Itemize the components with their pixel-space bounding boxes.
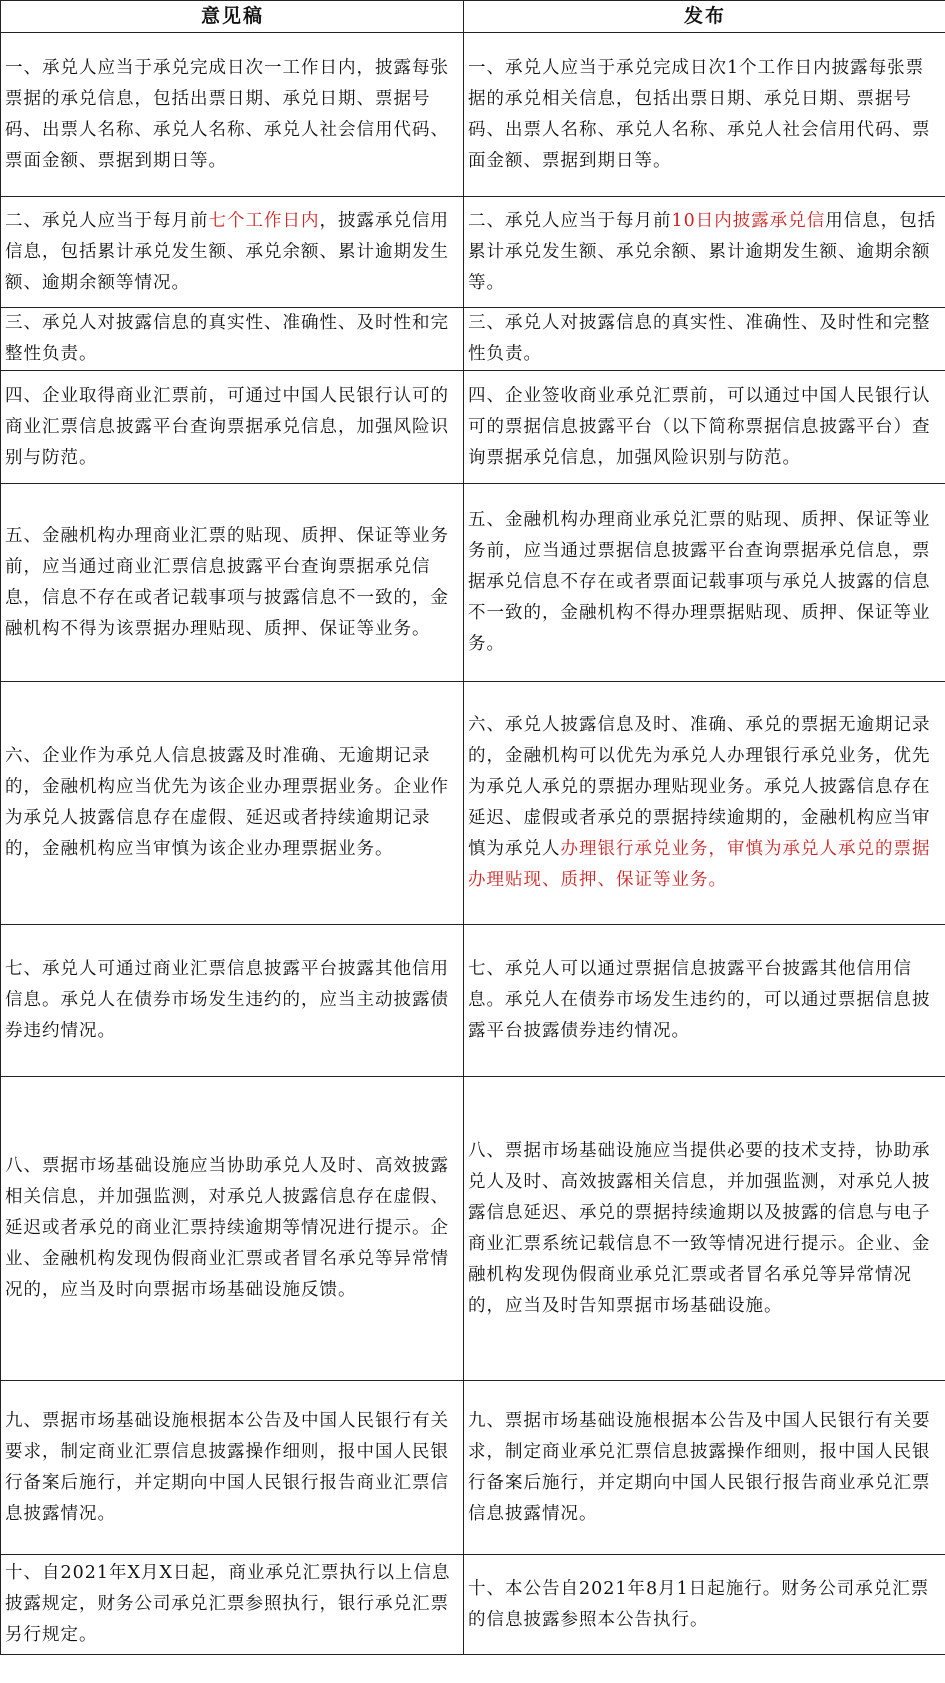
draft-text: 二、承兑人应当于每月前 bbox=[5, 210, 209, 231]
table-row bbox=[1, 925, 945, 1077]
table-row bbox=[1, 33, 945, 197]
release-cell bbox=[464, 682, 945, 925]
table-row bbox=[1, 1077, 945, 1381]
table-row bbox=[1, 1381, 945, 1555]
release-cell: 九、票据市场基础设施根据本公告及中国人民银行有关要求，制定商业承兑汇票信息披露操作细则，报中国人民银行备案后施行，并定期向中国人民银行报告商业承兑汇票信息披露情况。 bbox=[464, 1381, 945, 1555]
release-cell: 八、票据市场基础设施应当提供必要的技术支持，协助承兑人及时、高效披露相关信息，并加强监测，对承兑人披露信息延迟、承兑的票据持续逾期以及披露的信息与电子商业汇票系统记载信息不一致等情况进行提示。企业、金融机构发现伪假商业承兑汇票或者冒名承兑等异常情况的，应当及时告知票据市场基础设施。 bbox=[464, 1077, 945, 1381]
release-cell: 一、承兑人应当于承兑完成日次1个工作日内披露每张票据的承兑相关信息，包括出票日期、承兑日期、票据号码、出票人名称、承兑人名称、承兑人社会信用代码、票面金额、票据到期日等。 bbox=[464, 33, 945, 197]
table-row bbox=[1, 484, 945, 682]
table-row bbox=[1, 197, 945, 308]
release-text: 六、承兑人披露信息及时、准确、承兑的票据无逾期记录的，金融机构可以优先为承兑人办理银行承兑业务，优先为承兑人承兑的票据办理贴现业务。承兑人披露信息存在延迟、虚假或者承兑的票据持续逾期的，金融机构应当审慎为承兑人 bbox=[468, 715, 931, 859]
release-text: 二、承兑人应当于每月前 bbox=[468, 210, 672, 231]
release-cell: 四、企业签收商业承兑汇票前，可以通过中国人民银行认可的票据信息披露平台（以下简称票据信息披露平台）查询票据承兑信息，加强风险识别与防范。 bbox=[464, 371, 945, 484]
release-cell: 十、本公告自2021年8月1日起施行。财务公司承兑汇票的信息披露参照本公告执行。 bbox=[464, 1555, 945, 1655]
release-cell: 七、承兑人可以通过票据信息披露平台披露其他信用信息。承兑人在债券市场发生违约的，可以通过票据信息披露平台披露债券违约情况。 bbox=[464, 925, 945, 1077]
draft-cell: 一、承兑人应当于承兑完成日次一工作日内，披露每张票据的承兑信息，包括出票日期、承兑日期、票据号码、出票人名称、承兑人名称、承兑人社会信用代码、票面金额、票据到期日等。 bbox=[1, 33, 464, 197]
draft-text: ，披露承兑信用信息，包括累计承兑发生额、承兑余额、累计逾期发生额、逾期余额等情况。 bbox=[5, 210, 449, 293]
header-row bbox=[1, 1, 945, 33]
release-cell bbox=[464, 197, 945, 308]
release-column-header: 发布 bbox=[464, 1, 945, 33]
table-row bbox=[1, 371, 945, 484]
draft-cell: 八、票据市场基础设施应当协助承兑人及时、高效披露相关信息，并加强监测，对承兑人披露信息存在虚假、延迟或者承兑的商业汇票持续逾期等情况进行提示。企业、金融机构发现伪假商业汇票或者冒名承兑等异常情况的，应当及时向票据市场基础设施反馈。 bbox=[1, 1077, 464, 1381]
draft-highlight: 七个工作日内 bbox=[208, 210, 320, 231]
draft-cell: 六、企业作为承兑人信息披露及时准确、无逾期记录的，金融机构应当优先为该企业办理票据业务。企业作为承兑人披露信息存在虚假、延迟或者持续逾期记录的，金融机构应当审慎为该企业办理票据业务。 bbox=[1, 682, 464, 925]
release-highlight: 办理银行承兑业务，审慎为承兑人承兑的票据办理贴现、质押、保证等业务。 bbox=[468, 839, 931, 890]
draft-column-header: 意见稿 bbox=[1, 1, 464, 33]
table-row bbox=[1, 1555, 945, 1655]
draft-cell: 三、承兑人对披露信息的真实性、准确性、及时性和完整性负责。 bbox=[1, 308, 464, 371]
release-highlight: 10日内披露承兑信 bbox=[671, 210, 826, 231]
draft-cell: 四、企业取得商业汇票前，可通过中国人民银行认可的商业汇票信息披露平台查询票据承兑信息，加强风险识别与防范。 bbox=[1, 371, 464, 484]
table-row bbox=[1, 308, 945, 371]
draft-cell: 十、自2021年X月X日起，商业承兑汇票执行以上信息披露规定，财务公司承兑汇票参照执行，银行承兑汇票另行规定。 bbox=[1, 1555, 464, 1655]
table-row bbox=[1, 682, 945, 925]
draft-cell bbox=[1, 197, 464, 308]
release-text: 用信息，包括累计承兑发生额、承兑余额、累计逾期发生额、逾期余额等。 bbox=[468, 210, 937, 293]
draft-cell: 七、承兑人可通过商业汇票信息披露平台披露其他信用信息。承兑人在债券市场发生违约的，应当主动披露债券违约情况。 bbox=[1, 925, 464, 1077]
release-cell: 三、承兑人对披露信息的真实性、准确性、及时性和完整性负责。 bbox=[464, 308, 945, 371]
draft-cell: 五、金融机构办理商业汇票的贴现、质押、保证等业务前，应当通过商业汇票信息披露平台查询票据承兑信息，信息不存在或者记载事项与披露信息不一致的，金融机构不得为该票据办理贴现、质押、保证等业务。 bbox=[1, 484, 464, 682]
release-cell: 五、金融机构办理商业承兑汇票的贴现、质押、保证等业务前，应当通过票据信息披露平台查询票据承兑信息，票据承兑信息不存在或者票面记载事项与承兑人披露的信息不一致的，金融机构不得办理票据贴现、质押、保证等业务。 bbox=[464, 484, 945, 682]
draft-cell: 九、票据市场基础设施根据本公告及中国人民银行有关要求，制定商业汇票信息披露操作细则，报中国人民银行备案后施行，并定期向中国人民银行报告商业汇票信息披露情况。 bbox=[1, 1381, 464, 1555]
